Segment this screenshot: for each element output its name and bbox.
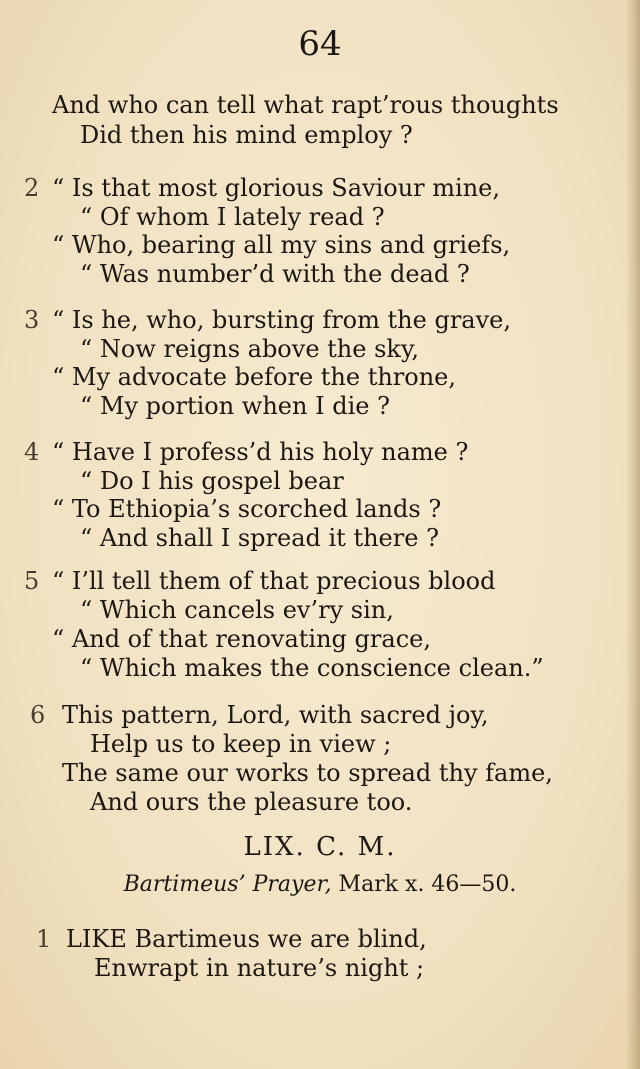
verse-number: 5 [24,567,40,595]
verse-line: “ To Ethiopia’s scorched lands ? [52,495,442,523]
opening-line-2: Did then his mind employ ? [80,121,413,149]
hymn-subtitle-title: Bartimeus’ Prayer, [123,872,332,897]
hymn-title: LIX. C. M. [243,832,397,862]
verse-line: “ Which cancels ev’ry sin, [80,596,394,624]
verse-line: “ Was number’d with the dead ? [80,260,470,288]
verse-line: And ours the pleasure too. [90,788,413,816]
verse-line: “ Now reigns above the sky, [80,335,419,363]
verse-number: 4 [24,438,40,466]
verse-number: 1 [36,925,52,953]
verse-line: LIKE Bartimeus we are blind, [66,925,427,953]
verse-line: “ Do I his gospel bear [80,467,344,495]
page-number: 64 [298,24,342,64]
verse-line: “ My advocate before the throne, [52,363,457,391]
verse-line: This pattern, Lord, with sacred joy, [62,701,489,729]
verse-line: “ I’ll tell them of that precious blood [52,567,496,595]
page-edge-shadow [626,0,640,1069]
verse-line: The same our works to spread thy fame, [62,759,553,787]
verse-number: 3 [24,306,40,334]
hymn-subtitle-reference: Mark x. 46—50. [331,872,517,897]
verse-line: “ Is he, who, bursting from the grave, [52,306,511,334]
verse-line: Help us to keep in view ; [90,730,392,758]
verse-line: “ Is that most glorious Saviour mine, [52,174,501,202]
verse-line: “ Have I profess’d his holy name ? [52,438,469,466]
verse-line: “ And shall I spread it there ? [80,524,439,552]
verse-number: 6 [30,701,46,729]
verse-line: “ Which makes the conscience clean.” [80,654,544,682]
verse-line: “ Who, bearing all my sins and griefs, [52,231,511,259]
verse-line: “ Of whom I lately read ? [80,203,385,231]
hymn-subtitle [0,872,640,897]
verse-line: “ And of that renovating grace, [52,625,431,653]
opening-line-1: And who can tell what rapt’rous thoughts [52,91,559,119]
verse-line: “ My portion when I die ? [80,392,390,420]
verse-number: 2 [24,174,40,202]
verse-line: Enwrapt in nature’s night ; [94,954,425,982]
